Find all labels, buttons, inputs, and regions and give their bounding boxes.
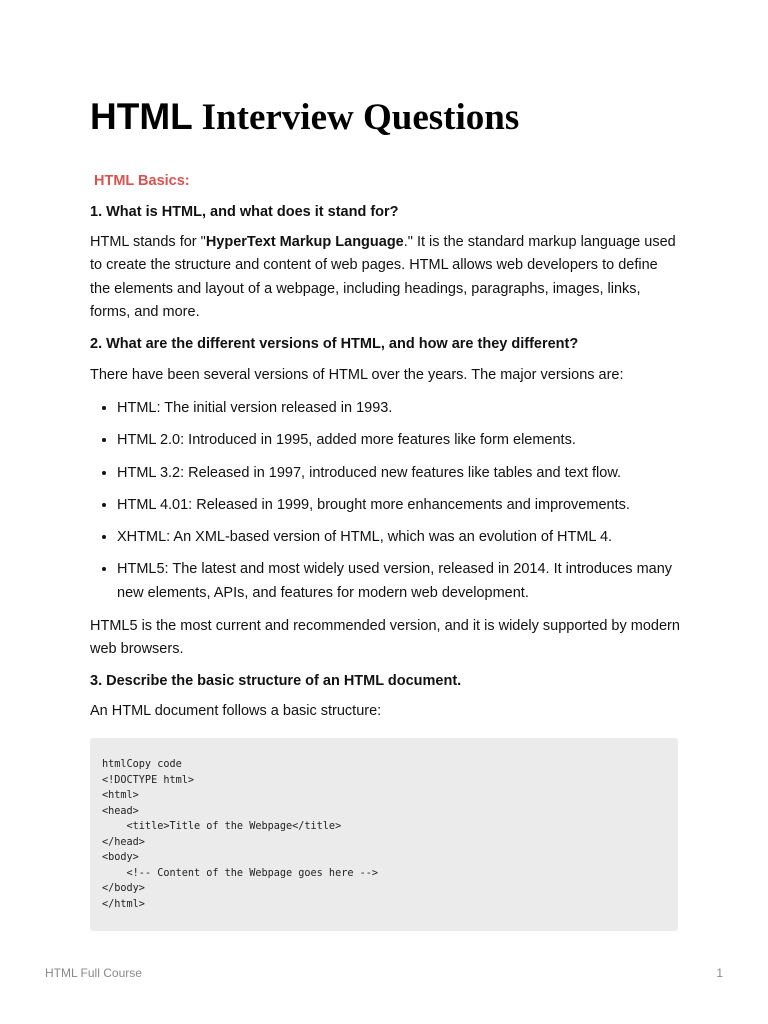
question-2-intro: There have been several versions of HTML over the years. The major versions are: (90, 367, 624, 383)
list-item: • HTML 4.01: Released in 1999, brought more enhancements and improvements. (117, 494, 697, 517)
question-3: 3. Describe the basic structure of an HTML document. (90, 673, 462, 689)
title-rest: Interview Questions (201, 97, 520, 138)
list-item: • HTML 2.0: Introduced in 1995, added more features like form elements. (117, 429, 697, 452)
title-html: HTML (90, 96, 193, 137)
answer-1 (90, 231, 680, 324)
list-item: • XHTML: An XML-based version of HTML, which was an evolution of HTML 4. (117, 526, 697, 549)
section-heading: HTML Basics: (94, 173, 190, 189)
footer-course-title: HTML Full Course (45, 966, 142, 980)
code-block: htmlCopy code <!DOCTYPE html> <html> <head> <title>Title of the Webpage</title> </head> <body> <!-- Content of the Webpage goes here --> </body> </html> (90, 738, 678, 931)
versions-list (90, 397, 697, 614)
list-item: • HTML5: The latest and most widely used version, released in 2014. It introduces many new elements, APIs, and features for modern web development. (117, 558, 697, 605)
question-2-conclusion: HTML5 is the most current and recommended version, and it is widely supported by modern web browsers. (90, 618, 680, 658)
list-item: • HTML 3.2: Released in 1997, introduced new features like tables and text flow. (117, 462, 697, 485)
answer-1-bold: HyperText Markup Language (205, 234, 404, 250)
page-title (90, 93, 519, 142)
page-number: 1 (716, 966, 723, 980)
list-item: • HTML: The initial version released in 1993. (117, 397, 697, 420)
answer-1-post: ." It is the standard markup language used to create the structure and content of web pages. HTML allows web developers to define the elements and layout of a webpage, including headings, paragraphs, images, links, forms, and more. (90, 234, 676, 320)
question-1: 1. What is HTML, and what does it stand for? (90, 204, 399, 220)
question-3-intro: An HTML document follows a basic structure: (90, 703, 382, 719)
question-2: 2. What are the different versions of HTML, and how are they different? (90, 336, 579, 352)
answer-1-pre: HTML stands for " (90, 234, 206, 250)
